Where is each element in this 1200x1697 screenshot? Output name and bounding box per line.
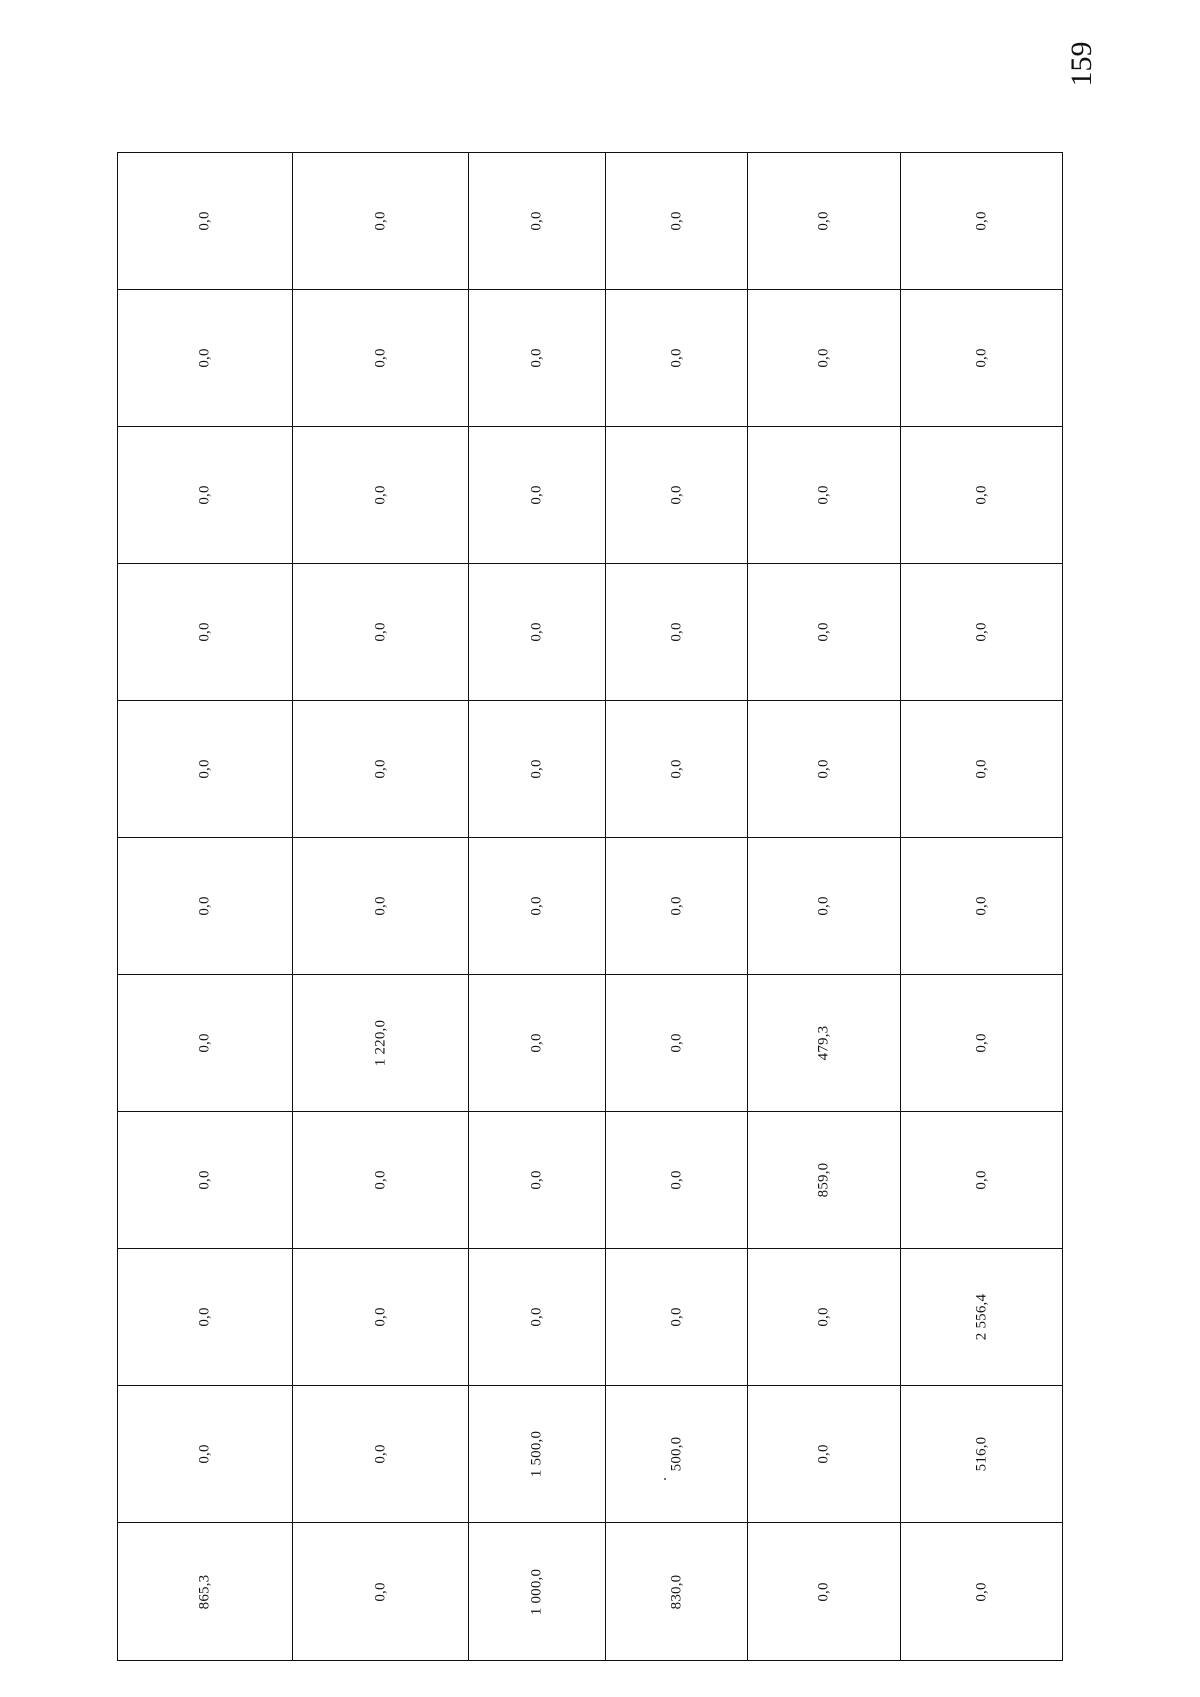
cell-value: 0,0 [668,1033,684,1053]
table-cell [469,290,606,427]
cell-value: 1 000,0 [528,1568,545,1615]
table-cell [469,1386,606,1523]
cell-value: 0,0 [668,348,684,368]
table-row [118,1112,1063,1249]
cell-value: 1 500,0 [528,1430,545,1478]
table-cell [118,1523,293,1661]
cell-value: 1 220,0 [372,1019,388,1067]
cell-value: 0,0 [973,1581,989,1602]
table-row [118,1249,1063,1386]
table-cell [293,1386,469,1523]
table-cell [469,975,606,1112]
cell-value: 0,0 [196,485,213,505]
cell-value: 0,0 [372,1581,388,1602]
cell-value: 0,0 [973,622,989,642]
cell-value: 0,0 [196,622,213,642]
cell-value: 0,0 [372,1444,388,1464]
table-cell [118,1386,293,1523]
table-cell [469,1249,606,1386]
table-cell [901,701,1063,838]
table-cell [293,838,469,975]
cell-value: 0,0 [973,485,989,505]
table-cell [293,1112,469,1249]
table-cell [293,1523,469,1661]
cell-value: 0,0 [815,211,832,231]
cell-value: 0,0 [196,1444,213,1464]
table-cell [606,290,748,427]
table-cell [748,1523,901,1661]
cell-value: 0,0 [668,759,684,779]
table-cell [748,427,901,564]
table-cell [469,153,606,290]
cell-value: 0,0 [528,348,545,368]
cell-value: 0,0 [668,1307,684,1327]
table-cell [901,1386,1063,1523]
table-cell [606,838,748,975]
table-cell [293,427,469,564]
table-cell [469,1523,606,1661]
table-cell [901,290,1063,427]
cell-value: 0,0 [372,622,388,642]
table-cell [293,1249,469,1386]
table-cell [469,564,606,701]
table-cell [118,153,293,290]
data-table [117,152,1063,1661]
cell-value: 516,0 [973,1436,989,1472]
table-cell [901,153,1063,290]
cell-value: 830,0 [668,1574,684,1609]
cell-value: 0,0 [815,759,832,779]
table-cell [118,290,293,427]
cell-value: 0,0 [815,1581,832,1602]
cell-value: 0,0 [372,211,388,231]
cell-value: 0,0 [815,896,832,916]
cell-value: 0,0 [196,759,213,779]
cell-value: 0,0 [815,1307,832,1327]
cell-value: 0,0 [815,485,832,505]
table-cell [606,975,748,1112]
cell-value: 0,0 [973,211,989,231]
cell-value: 0,0 [196,348,213,368]
cell-value: 0,0 [372,896,388,916]
table-cell [118,701,293,838]
cell-value: 0,0 [528,1307,545,1327]
cell-value: 0,0 [196,1307,213,1327]
table-cell [901,1249,1063,1386]
cell-value: 0,0 [668,622,684,642]
table-cell [901,427,1063,564]
table-cell [118,1112,293,1249]
cell-value: 0,0 [973,896,989,916]
scan-speck [664,1478,666,1480]
table-row [118,975,1063,1112]
table-cell [901,564,1063,701]
table-cell [118,427,293,564]
cell-value: 0,0 [196,1170,213,1190]
cell-value: 0,0 [528,211,545,231]
table-row [118,564,1063,701]
cell-value: 0,0 [815,622,832,642]
table-cell [606,1249,748,1386]
table-cell [748,1249,901,1386]
cell-value: 0,0 [815,348,832,368]
table-cell [606,1386,748,1523]
table-cell [901,1523,1063,1661]
cell-value: 859,0 [815,1162,832,1198]
table-row [118,153,1063,290]
table-cell [293,701,469,838]
table-cell [606,564,748,701]
table-cell [469,701,606,838]
table-cell [606,153,748,290]
cell-value: 0,0 [196,1033,213,1053]
cell-value: 0,0 [372,485,388,505]
table-row [118,701,1063,838]
cell-value: 0,0 [372,1170,388,1190]
cell-value: 0,0 [196,211,213,231]
table-cell [748,564,901,701]
page-number: 159 [1065,41,1098,87]
table-cell [606,1112,748,1249]
table-cell [748,1112,901,1249]
table-cell [606,427,748,564]
table-cell [901,838,1063,975]
cell-value: 0,0 [973,759,989,779]
table-cell [293,153,469,290]
table-cell [118,1249,293,1386]
table-cell [748,975,901,1112]
cell-value: 0,0 [668,896,684,916]
cell-value: 0,0 [528,622,545,642]
cell-value: 479,3 [815,1025,832,1061]
table-cell [118,838,293,975]
cell-value: 0,0 [528,759,545,779]
table-row [118,838,1063,975]
table-cell [469,427,606,564]
table-cell [118,564,293,701]
cell-value: 0,0 [973,1033,989,1053]
table-cell [293,564,469,701]
table-row [118,1523,1063,1661]
table-cell [293,975,469,1112]
cell-value: 0,0 [528,1033,545,1053]
cell-value: 0,0 [528,1170,545,1190]
cell-value: 0,0 [815,1444,832,1464]
cell-value: 0,0 [973,348,989,368]
cell-value: 0,0 [668,1170,684,1190]
table-cell [901,975,1063,1112]
table-row [118,290,1063,427]
table-cell [748,701,901,838]
cell-value: 0,0 [372,1307,388,1327]
table-row [118,427,1063,564]
table-cell [606,1523,748,1661]
table-cell [469,1112,606,1249]
cell-value: 0,0 [372,759,388,779]
table-cell [748,290,901,427]
cell-value: 0,0 [973,1170,989,1190]
cell-value: 0,0 [668,485,684,505]
table-cell [293,290,469,427]
cell-value: 2 556,4 [973,1293,989,1341]
table-row [118,1386,1063,1523]
cell-value: 500,0 [668,1436,684,1472]
cell-value: 0,0 [668,211,684,231]
cell-value: 0,0 [196,896,213,916]
cell-value: 0,0 [528,485,545,505]
cell-value: 865,3 [196,1574,213,1609]
cell-value: 0,0 [372,348,388,368]
table-cell [118,975,293,1112]
table-cell [469,838,606,975]
cell-value: 0,0 [528,896,545,916]
table-cell [901,1112,1063,1249]
table-cell [748,1386,901,1523]
table-cell [748,153,901,290]
table-cell [748,838,901,975]
table-cell [606,701,748,838]
